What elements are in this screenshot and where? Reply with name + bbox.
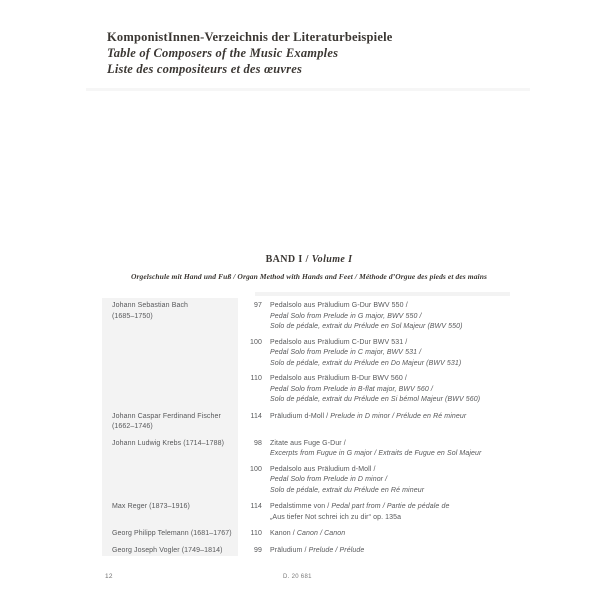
work-description xyxy=(270,546,364,557)
work-text-segment: Pedalsolo aus Präludium G-Dur BWV 550 / xyxy=(270,302,408,309)
work-line xyxy=(270,449,481,460)
work-entry xyxy=(242,546,512,557)
footer-page-number: 12 xyxy=(105,573,113,580)
composer-name: Johann Caspar Ferdinand Fischer xyxy=(112,412,221,420)
work-description xyxy=(270,374,480,406)
table-row xyxy=(112,546,512,557)
work-line xyxy=(270,502,449,513)
work-line xyxy=(270,513,449,524)
page-title-french: Liste des compositeurs et des œuvres xyxy=(107,62,303,76)
work-description xyxy=(270,301,463,333)
work-text-segment: Pedal Solo from Prelude in D minor / xyxy=(270,476,388,483)
work-line xyxy=(270,348,461,359)
work-text-segment: Solo de pédale, extrait du Prélude en Sol Majeur (BWV 550) xyxy=(270,323,463,330)
composer-cell xyxy=(112,439,242,450)
work-text-segment: Excerpts from Fugue in G major / Extraits de Fugue en Sol Majeur xyxy=(270,450,482,457)
work-line xyxy=(270,395,480,406)
work-description xyxy=(270,529,345,540)
section-subtitle: Orgelschule mit Hand und Fuß / Organ Method with Hands and Feet / Méthode d’Orgue des pieds et des mains xyxy=(130,272,488,281)
work-description xyxy=(270,465,424,497)
document-title-block xyxy=(107,29,393,77)
entry-list xyxy=(242,412,512,423)
work-entry xyxy=(242,439,512,460)
page-number: 100 xyxy=(250,338,262,346)
composer-cell xyxy=(112,502,242,513)
work-text-segment: Pedalsolo aus Präludium B-Dur BWV 560 / xyxy=(270,375,407,382)
entry-list xyxy=(242,301,512,406)
work-line xyxy=(270,486,424,497)
composer-name: Georg Philipp Telemann (1681–1767) xyxy=(112,530,232,537)
table-row xyxy=(112,439,512,497)
title-divider xyxy=(86,88,530,91)
page-number: 99 xyxy=(254,546,262,554)
entry-list xyxy=(242,502,512,523)
section-heading xyxy=(105,254,513,265)
volume-label: Volume I xyxy=(311,254,353,265)
section-heading-block xyxy=(105,254,513,281)
table-row xyxy=(112,412,512,433)
work-line xyxy=(270,465,424,476)
work-description xyxy=(270,338,461,370)
work-line xyxy=(270,412,466,423)
page-number: 98 xyxy=(254,439,262,447)
work-line xyxy=(270,439,481,450)
composer-name: Johann Sebastian Bach xyxy=(112,302,189,309)
band-label: BAND I xyxy=(265,254,303,265)
work-line xyxy=(270,546,364,557)
page-number: 110 xyxy=(250,375,262,382)
band-separator: / xyxy=(302,254,312,265)
composer-cell xyxy=(112,412,242,433)
work-description xyxy=(270,502,449,523)
work-text-segment: „Aus tiefer Not schrei ich zu dir“ op. 135a xyxy=(270,513,402,521)
page-number: 100 xyxy=(250,465,262,473)
work-line xyxy=(270,322,463,333)
work-entry xyxy=(242,374,512,406)
page-number: 110 xyxy=(250,530,262,537)
work-text-segment: Canon / Canon xyxy=(296,530,346,537)
work-text-segment: Kanon / xyxy=(270,530,297,537)
work-text-segment: Pedalsolo aus Präludium C-Dur BWV 531 / xyxy=(270,338,408,346)
work-entry xyxy=(242,465,512,497)
table-row xyxy=(112,301,512,406)
composer-name: Johann Ludwig Krebs (1714–1788) xyxy=(112,439,225,447)
entry-list xyxy=(242,546,512,557)
composer-name: (1662–1746) xyxy=(112,423,153,430)
work-entry xyxy=(242,338,512,370)
footer-plate-number: D. 20 681 xyxy=(283,574,312,580)
work-line xyxy=(270,359,461,370)
work-text-segment: Solo de pédale, extrait du Prélude en Do Majeur (BWV 531) xyxy=(270,359,462,367)
work-text-segment: Pedalsolo aus Präludium d-Moll / xyxy=(270,465,376,473)
work-line xyxy=(270,529,345,540)
page-number: 97 xyxy=(254,302,262,309)
work-line xyxy=(270,312,463,323)
page-title-english: Table of Composers of the Music Examples xyxy=(107,46,339,60)
composer-cell xyxy=(112,529,242,540)
composer-cell xyxy=(112,546,242,557)
work-text-segment: Pedal part from / Partie de pédale de xyxy=(331,503,450,510)
work-entry xyxy=(242,529,512,540)
work-entry xyxy=(242,301,512,333)
work-entry xyxy=(242,502,512,523)
composer-name: Max Reger (1873–1916) xyxy=(112,503,190,510)
work-line xyxy=(270,475,424,486)
composer-cell xyxy=(112,301,242,322)
work-text-segment: Präludium d-Moll / xyxy=(270,412,331,420)
work-line xyxy=(270,338,461,349)
composer-table xyxy=(112,301,512,562)
table-row xyxy=(112,502,512,523)
table-top-strip xyxy=(255,292,510,296)
entry-list xyxy=(242,529,512,540)
work-text-segment: Präludium / xyxy=(270,546,309,554)
work-text-segment: Solo de pédale, extrait du Prélude en Si bémol Majeur (BWV 560) xyxy=(270,396,481,403)
work-text-segment: Pedalstimme von / xyxy=(270,503,332,510)
work-text-segment: Solo de pédale, extrait du Prélude en Ré mineur xyxy=(270,486,425,494)
work-line xyxy=(270,301,463,312)
work-description xyxy=(270,439,481,460)
work-text-segment: Pedal Solo from Prelude in G major, BWV 550 / xyxy=(270,312,422,320)
entry-list xyxy=(242,439,512,497)
work-description xyxy=(270,412,466,423)
work-line xyxy=(270,385,480,396)
work-text-segment: Zitate aus Fuge G-Dur / xyxy=(270,439,346,447)
work-text-segment: Prelude in D minor / Prélude en Ré mineur xyxy=(330,412,467,420)
page-title: KomponistInnen-Verzeichnis der Literaturbeispiele xyxy=(107,30,393,44)
work-entry xyxy=(242,412,512,423)
table-row xyxy=(112,529,512,540)
work-text-segment: Pedal Solo from Prelude in B-flat major, BWV 560 / xyxy=(270,385,433,393)
page-number: 114 xyxy=(250,412,262,420)
page-number: 114 xyxy=(250,503,262,510)
work-text-segment: Prelude / Prélude xyxy=(308,546,365,554)
composer-name: Georg Joseph Vogler (1749–1814) xyxy=(112,546,223,554)
work-line xyxy=(270,374,480,385)
work-text-segment: Pedal Solo from Prelude in C major, BWV 531 / xyxy=(270,349,422,356)
composer-name: (1685–1750) xyxy=(112,312,153,320)
